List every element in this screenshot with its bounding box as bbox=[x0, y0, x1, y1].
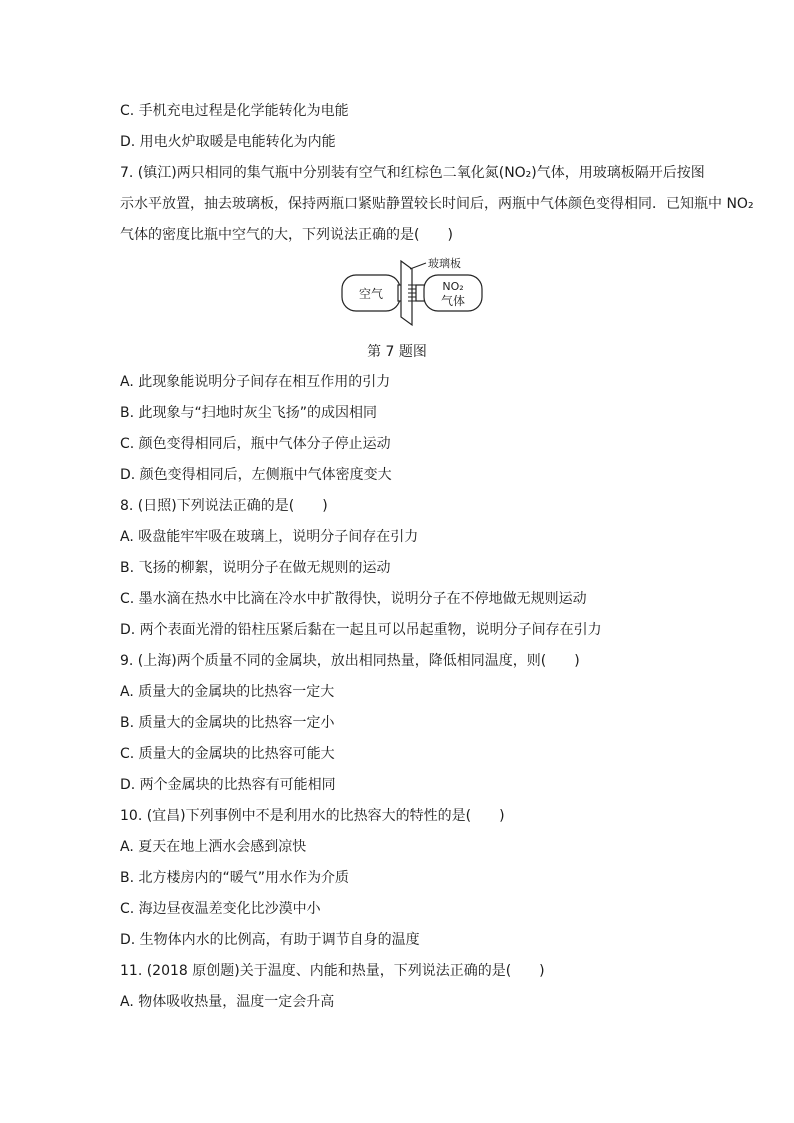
q7-stem-line-3: 气体的密度比瓶中空气的大，下列说法正确的是( ) bbox=[120, 227, 453, 243]
q7-stem-line-1: 7. (镇江)两只相同的集气瓶中分别装有空气和红棕色二氧化氮(NO₂)气体，用玻璃板隔开后按图 bbox=[120, 165, 705, 181]
q10-option-c: C. 海边昼夜温差变化比沙漠中小 bbox=[120, 901, 321, 917]
q7-option-b: B. 此现象与“扫地时灰尘飞扬”的成因相同 bbox=[120, 405, 378, 421]
q11-option-a: A. 物体吸收热量，温度一定会升高 bbox=[120, 994, 335, 1010]
q8-option-d: D. 两个表面光滑的铅柱压紧后黏在一起且可以吊起重物，说明分子间存在引力 bbox=[120, 622, 602, 638]
gas-bottles-figure bbox=[340, 255, 500, 331]
q9-stem: 9. (上海)两个质量不同的金属块，放出相同热量，降低相同温度，则( ) bbox=[120, 653, 580, 669]
q6-option-c: C. 手机充电过程是化学能转化为电能 bbox=[120, 103, 349, 119]
q8-option-b: B. 飞扬的柳絮，说明分子在做无规则的运动 bbox=[120, 560, 391, 576]
q10-option-b: B. 北方楼房内的“暖气”用水作为介质 bbox=[120, 870, 350, 886]
glass-plate-pointer bbox=[410, 263, 426, 269]
right-bottle-label-gas: 气体 bbox=[440, 294, 466, 308]
gas-bottles-diagram bbox=[340, 255, 500, 327]
q8-option-c: C. 墨水滴在热水中比滴在冷水中扩散得快，说明分子在不停地做无规则运动 bbox=[120, 591, 587, 607]
q10-option-a: A. 夏天在地上洒水会感到凉快 bbox=[120, 839, 307, 855]
q10-stem: 10. (宜昌)下列事例中不是利用水的比热容大的特性的是( ) bbox=[120, 808, 505, 824]
q8-option-a: A. 吸盘能牢牢吸在玻璃上，说明分子间存在引力 bbox=[120, 529, 419, 545]
q11-stem: 11. (2018 原创题)关于温度、内能和热量，下列说法正确的是( ) bbox=[120, 963, 545, 979]
q7-option-d: D. 颜色变得相同后，左侧瓶中气体密度变大 bbox=[120, 467, 392, 483]
q9-option-b: B. 质量大的金属块的比热容一定小 bbox=[120, 715, 335, 731]
q7-option-c: C. 颜色变得相同后，瓶中气体分子停止运动 bbox=[120, 436, 391, 452]
glass-plate-label: 玻璃板 bbox=[428, 257, 461, 270]
q7-option-a: A. 此现象能说明分子间存在相互作用的引力 bbox=[120, 374, 391, 390]
figure-caption: 第 7 题图 bbox=[367, 344, 427, 360]
q7-stem-line-2: 示水平放置，抽去玻璃板，保持两瓶口紧贴静置较长时间后，两瓶中气体颜色变得相同．已知瓶中 NO₂ bbox=[120, 196, 754, 212]
left-bottle-label: 空气 bbox=[358, 287, 384, 301]
q9-option-d: D. 两个金属块的比热容有可能相同 bbox=[120, 777, 336, 793]
q10-option-d: D. 生物体内水的比例高，有助于调节自身的温度 bbox=[120, 932, 420, 948]
q9-option-a: A. 质量大的金属块的比热容一定大 bbox=[120, 684, 335, 700]
q6-option-d: D. 用电火炉取暖是电能转化为内能 bbox=[120, 134, 336, 150]
right-bottle-label-formula: NO₂ bbox=[442, 280, 464, 293]
q8-stem: 8. (日照)下列说法正确的是( ) bbox=[120, 498, 328, 514]
q9-option-c: C. 质量大的金属块的比热容可能大 bbox=[120, 746, 335, 762]
